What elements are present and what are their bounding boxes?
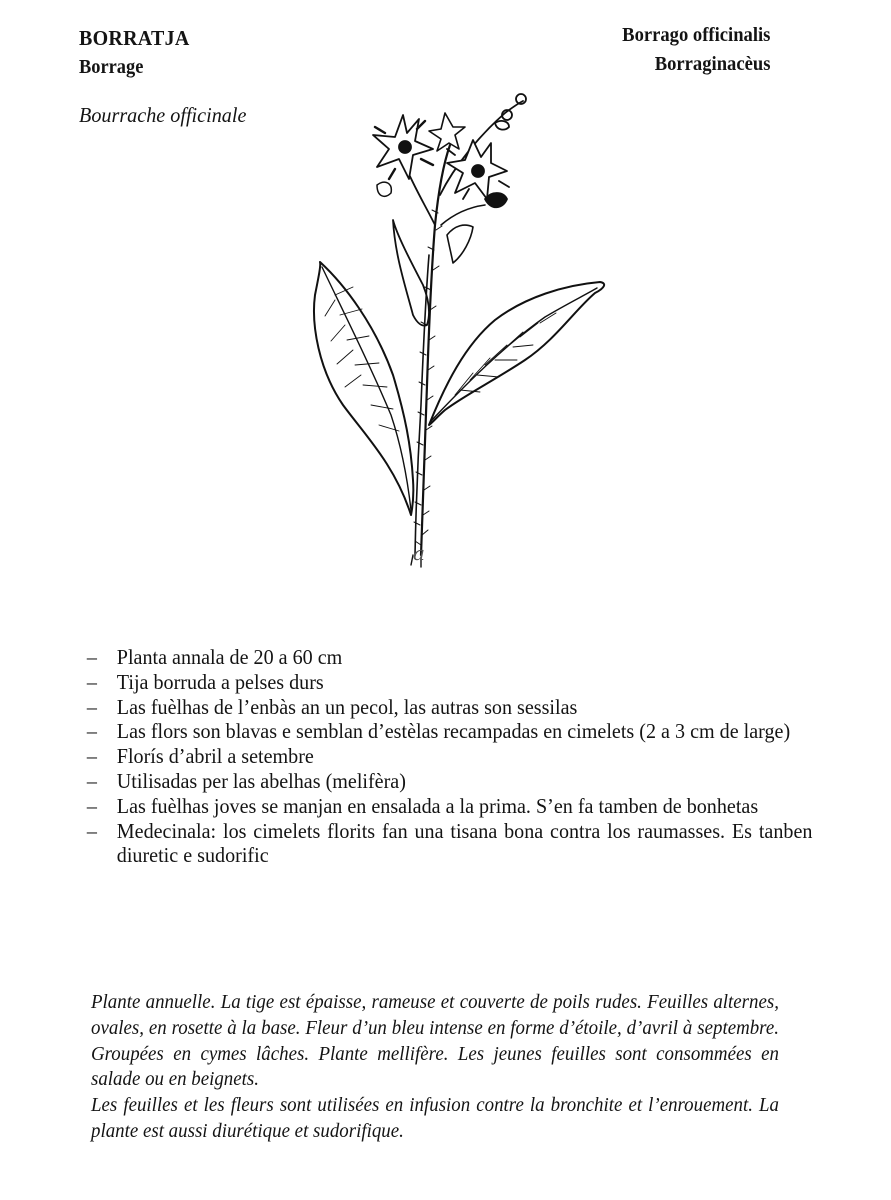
english-name: Borrage [79, 56, 144, 78]
french-description-paragraph: Plante annuelle. La tige est épaisse, rameuse et couverte de poils rudes. Feuilles alternes, ovales, en rosette à la base. Fleur d’un bleu intense en forme d’étoile, d’avril à septembre. Groupées en cymes lâches. Plante mellifère. Les jeunes feuilles sont consommées en salade ou en beignets. [91, 991, 779, 1091]
occitan-name: BORRATJA [79, 26, 190, 50]
fact-item [85, 819, 812, 869]
occitan-facts-list [85, 645, 813, 868]
common-names [79, 24, 195, 82]
fact-text: Las fuèlhas de l’enbàs an un pecol, las autras son sessilas [116, 694, 578, 719]
bullet-dash: – [86, 645, 97, 669]
fact-text: Las fuèlhas joves se manjan en ensalada a la prima. S’en fa tamben de bonhetas [116, 793, 759, 818]
artist-signature: a [413, 541, 425, 565]
fact-item [85, 645, 812, 670]
borage-drawing [295, 85, 625, 575]
bullet-dash: – [86, 744, 97, 769]
latin-name: Borrago officinalis [621, 24, 770, 46]
bullet-dash: – [86, 793, 97, 818]
bullet-dash: – [86, 669, 97, 694]
fact-item [85, 719, 812, 744]
plant-illustration [295, 85, 625, 575]
bullet-dash: – [86, 719, 97, 744]
french-name: Bourrache officinale [79, 103, 247, 127]
fact-text: Florís d’abril a setembre [116, 744, 314, 769]
fact-item [85, 794, 812, 819]
fact-item [85, 744, 812, 769]
french-description-paragraph: Les feuilles et les fleurs sont utilisées en infusion contre la bronchite et l’enrouement. La plante est aussi diurétique et sudorifique. [91, 1094, 779, 1142]
right-leaf-veins [455, 313, 556, 395]
fact-text: Utilisadas per las abelhas (melifèra) [116, 768, 406, 793]
fact-text: Planta annala de 20 a 60 cm [116, 645, 343, 669]
small-leaf [447, 225, 473, 263]
fact-text: Medecinala: los cimelets florits fan una tisana bona contra los raumasses. Es tanben diuretic e sudorific [116, 818, 813, 868]
flower-left [373, 115, 433, 179]
french-description [91, 990, 779, 1145]
family-name: Borraginacèus [654, 53, 770, 75]
bullet-dash: – [86, 818, 97, 843]
fact-item [85, 695, 812, 720]
left-leaf [314, 262, 413, 515]
fact-text: Las flors son blavas e semblan d’estèlas recampadas en cimelets (2 a 3 cm de large) [116, 719, 791, 744]
right-leaf [429, 282, 604, 425]
flower-upper [429, 113, 465, 151]
upper-leaf [393, 220, 429, 326]
scientific-names [611, 21, 770, 79]
fact-text: Tija borruda a pelses durs [116, 669, 324, 694]
flower-branch-bud [441, 205, 485, 225]
fact-item [85, 769, 812, 794]
bullet-dash: – [86, 768, 97, 793]
bullet-dash: – [86, 694, 97, 719]
fact-item [85, 670, 812, 695]
flower-right [447, 140, 509, 199]
